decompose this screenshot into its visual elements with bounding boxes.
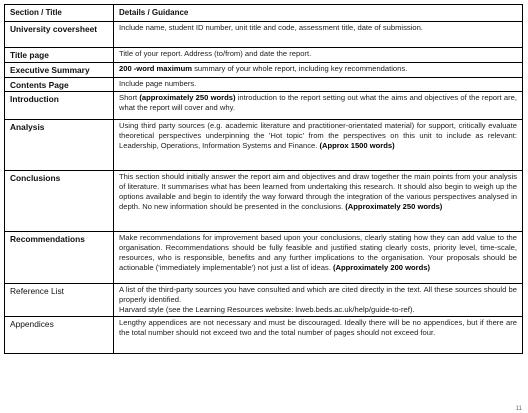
row-details	[114, 119, 523, 170]
guidance-text: Title of your report. Address (to/from) and date the report.	[119, 48, 312, 58]
guidance-text: This section should initially answer the report aim and objectives and draw together the main points from your analysis of literature. It summarises what has been learned from undertaking this research. It should also begin to weigh up the options available and begin to identify the way forward through the integration of the various perspectives analysed in depth. No new information should be presented in the conclusions.	[119, 171, 517, 211]
table-row	[5, 62, 523, 77]
row-details	[114, 170, 523, 231]
word-count-note: (Approx 1500 words)	[319, 140, 395, 150]
row-title: Analysis	[5, 119, 114, 170]
table-row	[5, 47, 523, 62]
guidance-text: Include page numbers.	[119, 78, 197, 88]
row-details	[114, 231, 523, 283]
table-row	[5, 119, 523, 170]
table-row	[5, 170, 523, 231]
guidance-text: Harvard style (see the Learning Resources website: lrweb.beds.ac.uk/help/guide-to-ref).	[119, 304, 415, 314]
row-title: Appendices	[5, 316, 114, 353]
page-number: 11	[515, 406, 522, 412]
row-title: Executive Summary	[5, 62, 114, 77]
row-details	[114, 77, 523, 91]
guidance-text: A list of the third-party sources you have consulted and which are cited directly in the text. All these sources should be properly identified.	[119, 284, 517, 304]
row-title: Contents Page	[5, 77, 114, 91]
word-count-note: (Approximately 250 words)	[345, 201, 443, 211]
guidance-text: Lengthy appendices are not necessary and must be discouraged. Ideally there will be no appendices, but if there are the total number should not exceed two and the total number of pages should not exceed four.	[119, 317, 517, 337]
row-title: Recommendations	[5, 231, 114, 283]
table-row	[5, 283, 523, 316]
word-count-note: 200 -word maximum	[119, 63, 193, 73]
row-details	[114, 62, 523, 77]
guidance-text: Make recommendations for improvement based upon your conclusions, clearly stating how they can add value to the organisation. Recommendations should be fully feasible and justified stating clearly costs, priority level, time-scale, resources, who is responsible, benefits and any further implications to the organisation. Your proposals should be actionable ('immediately implementable') not just a list of ideas.	[119, 232, 517, 272]
guidance-text: Using third party sources (e.g. academic literature and practitioner-orientated material) for support, critically evaluate theoretical perspectives underpinning the 'Hot topic' from the perspectives on this unit to include as relevant: Leadership, Operations, Information Systems and Finance.	[119, 120, 517, 150]
guidance-text: introduction to the report setting out what the aims and objectives of the report are, what the report will cover and why.	[119, 92, 517, 112]
table-header-row	[5, 5, 523, 22]
row-details	[114, 91, 523, 119]
header-section-title: Section / Title	[5, 5, 114, 22]
table-row	[5, 77, 523, 91]
row-details	[114, 47, 523, 62]
row-details	[114, 316, 523, 353]
row-details	[114, 21, 523, 47]
header-details: Details / Guidance	[114, 5, 523, 22]
row-title: University coversheet	[5, 21, 114, 47]
row-title: Conclusions	[5, 170, 114, 231]
row-title: Reference List	[5, 283, 114, 316]
word-count-note: (Approximately 200 words)	[332, 262, 431, 272]
report-structure-table	[4, 4, 523, 354]
row-details	[114, 283, 523, 316]
row-title: Introduction	[5, 91, 114, 119]
guidance-text: summary of your whole report, including key recommendations.	[192, 63, 408, 73]
table-row	[5, 231, 523, 283]
guidance-text: Include name, student ID number, unit title and code, assessment title, date of submission.	[119, 22, 423, 32]
row-title: Title page	[5, 47, 114, 62]
guidance-text: Short	[119, 92, 140, 102]
word-count-note: (approximately 250 words)	[139, 92, 236, 102]
table-row	[5, 21, 523, 47]
table-row	[5, 316, 523, 353]
table-row	[5, 91, 523, 119]
